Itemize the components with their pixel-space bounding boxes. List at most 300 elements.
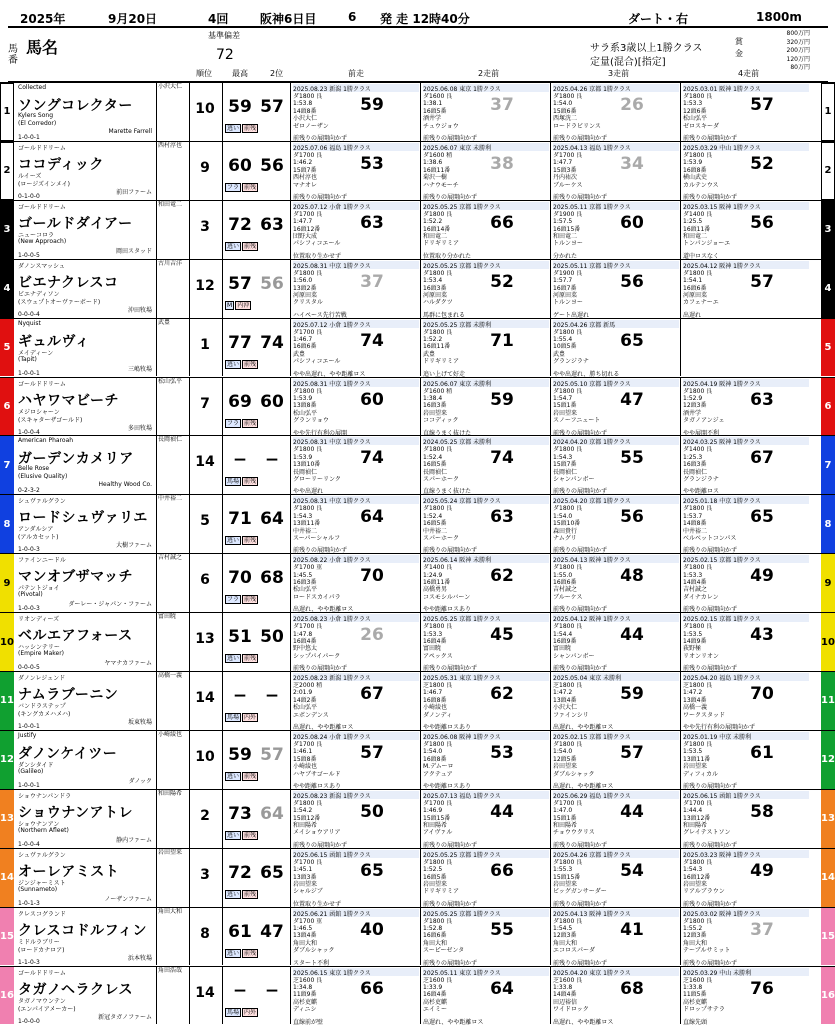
- career-record: 0-1-0-0: [18, 192, 40, 200]
- dam-name: Belle Rose: [18, 465, 50, 473]
- broodmare-sire: (スキャターザゴールド): [18, 416, 83, 424]
- jockey-name: 松山弘平: [156, 378, 190, 436]
- career-record: 1-0-0-4: [18, 428, 40, 436]
- past-run: [680, 672, 810, 730]
- past-run-detail: 芝2000 稍 2:01.9 14頭2番 松山弘平 エボンデンス: [293, 682, 329, 719]
- dam-name: ルイーズ: [18, 172, 42, 180]
- past-run-detail: ダ1800 良 1:54.3 13頭11番 中井裕二 スーパーシャルフ: [293, 505, 341, 542]
- dam-name: ニューコロラ: [18, 231, 55, 239]
- past-run-detail: ダ1800 良 1:54.0 15頭6番 西塚洸二 ロードラビリンス: [553, 93, 601, 130]
- style-tags: [225, 772, 258, 781]
- past-run-detail: ダ1800 良 1:54.1 16頭6番 河原田菜 カフェナーエ: [683, 269, 719, 307]
- past-run: [420, 260, 550, 318]
- past-run: [550, 849, 680, 907]
- past-run: [550, 201, 680, 259]
- past-run-header: 2025.08.23 小倉 1勝クラス: [293, 614, 419, 622]
- past-run-comment: 前残りの展開向かず: [553, 193, 608, 201]
- gate-number: 7: [0, 436, 14, 494]
- past-run-header: 2025.05.25 京都 未勝利: [423, 320, 549, 328]
- style-tag: 内外: [244, 714, 257, 721]
- dam-name: ビエナディソン: [18, 290, 60, 298]
- past-run-header: 2025.05.31 東京 1勝クラス: [423, 673, 549, 681]
- horse-info: [16, 319, 154, 377]
- past-run-detail: ダ1700 良 1:46.9 15頭15番 和田陽希 アイヴァル: [423, 799, 453, 837]
- rank-label: 順位: [196, 69, 212, 78]
- prize-list: [762, 30, 810, 73]
- breeder-name: ヤマナカファーム: [104, 660, 152, 668]
- past-run-comment: 前残りの展開向かず: [553, 547, 608, 555]
- style-tags: [225, 949, 258, 958]
- past-run: [290, 554, 420, 612]
- sire-name: Nyquist: [18, 319, 41, 327]
- horse-info: [16, 731, 154, 789]
- style-tag: 逃い: [227, 360, 240, 368]
- sire-name: American Pharoah: [18, 437, 74, 445]
- past-run-comment: スタート不利: [293, 959, 330, 967]
- past-run-score: 55: [620, 448, 644, 469]
- horse-name[interactable]: クレスコドルフィン: [18, 922, 147, 939]
- style-tag: 内外: [244, 1008, 257, 1016]
- style-tag: 前残: [244, 478, 257, 486]
- past-run-comment: 出遅れ、やや距離ロス: [293, 606, 354, 614]
- past-run: [290, 83, 420, 141]
- past-run-score: 61: [750, 742, 774, 763]
- dam-name: アンダルシア: [18, 526, 54, 534]
- horse-name[interactable]: ビエナクレスコ: [18, 274, 119, 291]
- breeder-name: Healthy Wood Co.: [98, 481, 152, 489]
- horse-info: [16, 495, 154, 553]
- past-run-detail: ダ1700 重 1:45.5 16頭3番 松山弘平 ロードスカイパラ: [293, 564, 341, 601]
- best-score: 69: [228, 391, 252, 412]
- style-tag: 逃い: [227, 655, 240, 663]
- past-run: [420, 790, 550, 848]
- sire-name: ファインニードル: [18, 557, 66, 565]
- past-run-header: 2025.08.22 小倉 1勝クラス: [293, 555, 419, 563]
- dam-name: ショウナンアン: [18, 820, 60, 828]
- past-run: [550, 967, 680, 1025]
- past-run-detail: ダ1400 良 1:24.9 16頭11番 高橋勇男 コスモシルバーン: [423, 564, 471, 601]
- past-run-score: 66: [490, 212, 514, 233]
- career-record: 1-0-0-3: [18, 605, 40, 613]
- past-run-comment: 前残りの展開向かず: [683, 135, 738, 142]
- rank-value: 2: [200, 807, 210, 824]
- horse-info: [16, 790, 154, 848]
- past-run-score: 49: [750, 860, 774, 881]
- past-run-detail: ダ1800 良 1:53.9 16頭8番 横山武史 カルテンウス: [683, 151, 719, 189]
- past-run-score: 62: [490, 566, 514, 587]
- horse-info: [16, 967, 154, 1025]
- past-run-header: 2025.04.12 阪神 1勝クラス: [683, 261, 809, 269]
- past-run-comment: 直線うまく抜けた: [423, 488, 472, 496]
- second-score: 56: [260, 273, 284, 294]
- horse-name[interactable]: ゴールドダイアー: [18, 215, 133, 232]
- second-score: 50: [260, 627, 284, 648]
- past-run-detail: 芝1600 良 1:33.8 14頭4番 田辺裕信 ワイドロック: [553, 976, 589, 1014]
- score-block: [222, 790, 288, 848]
- past-run-detail: ダ1700 良 1:47.7 15頭3番 丹内祐次 ブルーケス: [553, 151, 583, 189]
- past-run-comment: 前残りの展開向かず: [293, 841, 348, 849]
- past-run-detail: ダ1600 良 1:38.1 16頭5番 酒井学 チュウジョウ: [423, 93, 459, 130]
- rank-value: 5: [200, 513, 210, 530]
- gate-number: 10: [0, 613, 14, 671]
- horse-name[interactable]: ココディック: [18, 156, 104, 173]
- past-run: [290, 790, 420, 848]
- rank-value: 3: [200, 866, 210, 883]
- score-block: [222, 260, 288, 318]
- horse-name[interactable]: ソングコレクター: [18, 98, 133, 114]
- past-run: [290, 142, 420, 200]
- past-run-detail: ダ1700 重 1:46.5 13頭4番 角田大和 ダブルシャック: [293, 917, 335, 955]
- gate-number: 15: [0, 908, 14, 966]
- past-run-comment: やや先行有利の展開向かず: [683, 724, 756, 731]
- past-run-comment: 前残りの展開向かず: [553, 429, 608, 437]
- past-run-header: 2024.04.20 京都 1勝クラス: [553, 437, 679, 445]
- breeder-name: Marette Farrell: [108, 128, 152, 135]
- past-run-comment: 直線うまく抜けた: [423, 429, 472, 437]
- jockey-name: 角田大和: [156, 908, 190, 966]
- past-run-detail: ダ1700 良 1:47.0 15頭1番 和田陽希 チョウウクリス: [553, 799, 595, 837]
- gate-number-right: 4: [821, 260, 835, 318]
- horse-name[interactable]: ショウナンアトレ: [18, 804, 134, 821]
- past-run: [420, 672, 550, 730]
- race-year: 2025年: [20, 12, 66, 26]
- style-tag: 前残: [244, 360, 257, 368]
- past-run-score: 65: [620, 330, 644, 351]
- past-run-comment: 出遅れ、やや距離ロス: [553, 1018, 614, 1026]
- past-run-score: 57: [620, 742, 644, 763]
- style-tag: 前残: [244, 537, 257, 545]
- score-block: [222, 436, 288, 494]
- broodmare-sire: (Sunnameto): [18, 885, 58, 893]
- broodmare-sire: (アルカセット): [18, 534, 59, 542]
- rank-value: 14: [195, 984, 215, 1001]
- horse-name[interactable]: ベルエアフォース: [18, 628, 133, 645]
- past-run-header: 2025.03.29 中山 1勝クラス: [683, 143, 809, 151]
- style-tags: [225, 536, 258, 545]
- past-run-score: 64: [490, 978, 514, 999]
- horse-info: [16, 83, 154, 141]
- past-run-comment: やや出遅れ、やや距離ロス: [293, 370, 366, 378]
- past-run: [420, 436, 550, 494]
- second-score: 64: [260, 803, 284, 824]
- past-run-comment: 馬群に包まれる: [423, 311, 466, 319]
- race-distance: 1800m: [756, 10, 802, 24]
- past-run-header: 2025.07.12 小倉 1勝クラス: [293, 320, 419, 328]
- past-run-header: 2025.06.15 函館 1勝クラス: [293, 850, 419, 858]
- past-run-header: 2025.08.31 中京 1勝クラス: [293, 261, 419, 269]
- horse-row: [0, 494, 835, 553]
- past-run-header: 2025.03.02 阪神 1勝クラス: [683, 909, 809, 917]
- past-run: [420, 378, 550, 436]
- second-score: 47: [260, 921, 284, 942]
- best-score: −: [232, 980, 248, 1001]
- past-run-score: 57: [360, 742, 384, 763]
- style-tags: [225, 419, 258, 428]
- past-run-score: 74: [360, 448, 384, 469]
- past-run-comment: 位置取り分かれた: [423, 252, 472, 260]
- past-run-score: 44: [490, 801, 514, 822]
- past-run-score: 59: [620, 684, 644, 704]
- gate-number-right: 13: [821, 790, 835, 848]
- past-run-comment: 前残りの展開向かず: [683, 665, 738, 673]
- style-tag: 逃い: [227, 949, 240, 957]
- score-block: [222, 967, 288, 1025]
- past-run-header: 2025.04.13 阪神 1勝クラス: [553, 555, 679, 563]
- past-run-score: 67: [750, 448, 774, 469]
- horse-row: [0, 141, 835, 200]
- past-run-detail: ダ1700 良 1:46.1 15頭8番 小崎綾也 ハヤブサゴールド: [293, 740, 341, 778]
- past-run: [550, 83, 680, 141]
- past-run: [550, 672, 680, 730]
- past-run-header: 2025.04.26 京都 新馬: [553, 320, 679, 328]
- past-run-header: 2025.04.13 福島 1勝クラス: [553, 143, 679, 151]
- race-weight-rule: 定量(混合)[指定]: [590, 57, 666, 68]
- rank-value: 12: [195, 277, 215, 294]
- past-run-score: 40: [360, 919, 384, 940]
- jockey-name: 岩田望来: [156, 849, 190, 907]
- past-run-score: 74: [360, 330, 384, 351]
- past-run: [290, 849, 420, 907]
- style-tags: [225, 183, 258, 192]
- past-run: [290, 495, 420, 553]
- past-run-detail: ダ1800 良 1:52.4 16頭5番 中井裕二 スパーホーク: [423, 505, 460, 542]
- past-run-score: 58: [750, 801, 774, 822]
- past-run: [420, 142, 550, 200]
- best-score: 59: [228, 744, 252, 765]
- horse-row: [0, 377, 835, 436]
- best-score: 73: [228, 803, 252, 824]
- jockey-name: 小沢大仁: [156, 83, 190, 141]
- past-run: [550, 436, 680, 494]
- past-run-score: 37: [360, 271, 384, 292]
- broodmare-sire: (El Corredor): [18, 120, 57, 127]
- past-run-detail: 芝1800 良 1:47.2 13頭4番 小沢大仁 ファインシリ: [553, 682, 589, 719]
- prize-5: 80万円: [790, 64, 810, 72]
- past-run-comment: 前残りの展開向かず: [423, 665, 478, 673]
- style-tags: [225, 1008, 258, 1017]
- past-run-detail: ダ1800 良 1:54.5 12頭3番 角田大和 エコロスパーダ: [553, 917, 596, 955]
- past-run-detail: ダ1700 良 1:44.4 13頭12番 和田陽希 グレイテストソン: [683, 799, 731, 837]
- past-run: [290, 260, 420, 318]
- past-run-header: 2024.03.25 阪神 1勝クラス: [683, 437, 809, 445]
- gate-number-right: 12: [821, 731, 835, 789]
- style-tag: 前残: [244, 890, 257, 898]
- past-run-score: 60: [360, 389, 384, 410]
- broodmare-sire: (ロードカナロア): [18, 946, 65, 954]
- best-score: 59: [228, 97, 252, 117]
- horse-name[interactable]: ナムラブーニン: [18, 687, 119, 703]
- sire-name: ショウナンパンドラ: [18, 792, 72, 800]
- career-record: 1-1-0-3: [18, 958, 40, 966]
- second-score: 56: [260, 155, 284, 176]
- past-run-detail: ダ1800 良 1:52.4 16頭5番 長岡禎仁 スパーホーク: [423, 446, 460, 484]
- gate-number-right: 7: [821, 436, 835, 494]
- style-tag: 馬場: [227, 1008, 240, 1016]
- career-record: 0-2-3-2: [18, 487, 40, 495]
- horse-info: [16, 142, 154, 200]
- past-run-header: 2025.06.08 東京 1勝クラス: [423, 84, 549, 92]
- prize-1: 800万円: [786, 30, 810, 37]
- past-run-header: 2025.08.31 中京 1勝クラス: [293, 437, 419, 445]
- career-record: 1-0-0-1: [18, 134, 40, 141]
- style-tag: 逃い: [227, 890, 240, 898]
- past-run-header: 2025.08.31 中京 1勝クラス: [293, 496, 419, 504]
- race-class: サラ系3歳以上1勝クラス: [590, 43, 703, 54]
- horse-name[interactable]: タガノヘラクレス: [18, 981, 134, 998]
- career-record: 1-0-0-1: [18, 369, 40, 377]
- gate-number: 14: [0, 849, 14, 907]
- style-tag: 逃い: [227, 831, 240, 839]
- style-tag: 前残: [244, 242, 257, 250]
- past-run-comment: 前残りの展開向かず: [423, 841, 478, 849]
- race-date: 9月20日: [108, 12, 158, 26]
- horse-name[interactable]: ダノンケイツー: [18, 745, 118, 762]
- horse-name[interactable]: ギュルヴィ: [18, 333, 90, 350]
- gate-number-right: 11: [821, 672, 835, 730]
- score-block: [222, 554, 288, 612]
- jockey-name: 武豊: [156, 319, 190, 377]
- style-tag: M: [227, 301, 233, 309]
- past-run-comment: 前残りの展開向かず: [553, 959, 608, 967]
- past-run-score: 50: [360, 801, 384, 822]
- horse-name[interactable]: オーレアミスト: [18, 863, 120, 880]
- horse-name[interactable]: ガーデンカメリア: [18, 451, 134, 468]
- second-score: 57: [260, 744, 284, 765]
- past-run-score: 65: [750, 507, 774, 528]
- sire-name: リオンディーズ: [18, 616, 60, 624]
- best-score: 51: [228, 627, 252, 648]
- past-run-score: 41: [620, 919, 644, 940]
- horse-row: [0, 789, 835, 848]
- style-tag: 逃い: [227, 125, 240, 132]
- broodmare-sire: (Empire Maker): [18, 650, 64, 658]
- gate-number: 6: [0, 378, 14, 436]
- rank-value: 8: [200, 925, 210, 942]
- breeder-name: 新冠タガノファーム: [98, 1013, 152, 1021]
- second-score: 65: [260, 862, 284, 883]
- broodmare-sire: (Elusive Quality): [18, 473, 68, 481]
- past-run-header: 2025.03.29 中山 未勝利: [683, 968, 809, 976]
- past-run-header: 2025.06.15 函館 1勝クラス: [683, 791, 809, 799]
- past-run-detail: ダ1700 良 1:45.1 13頭3番 岩田望来 シャルジブ: [293, 858, 323, 896]
- past-run-header: 2025.03.15 阪神 1勝クラス: [683, 202, 809, 210]
- race-venue: 阪神6日目: [260, 12, 317, 26]
- style-tag: 前残: [244, 125, 257, 132]
- career-record: 1-0-0-4: [18, 840, 40, 848]
- past-run: [550, 142, 680, 200]
- past-run: [420, 908, 550, 966]
- past-run-score: 53: [360, 153, 384, 174]
- past-run-comment: 前残りの展開向かず: [553, 135, 608, 142]
- race-course: ダート・右: [628, 12, 689, 26]
- past-run: [680, 495, 810, 553]
- past-run-comment: 前残りの展開向かず: [553, 900, 608, 908]
- sire-name: Collected: [18, 84, 47, 91]
- past-run-score: 70: [750, 684, 774, 704]
- jockey-name: 吉村誠之: [156, 554, 190, 612]
- past-run-header: 2025.04.20 京都 1勝クラス: [553, 496, 679, 504]
- past-run: [680, 201, 810, 259]
- dam-name: メジロシャーン: [18, 408, 60, 416]
- gate-number-right: 2: [821, 142, 835, 200]
- past-run-detail: ダ1800 良 1:52.9 12頭3番 酒井学 タガノアンジェ: [683, 387, 725, 425]
- horse-name-label: 馬名: [26, 38, 59, 57]
- past-run-score: 48: [620, 566, 644, 587]
- past-run-score: 56: [620, 271, 644, 292]
- score-block: [222, 495, 288, 553]
- breeder-name: 大樹ファーム: [116, 542, 152, 550]
- style-tags: [225, 360, 258, 369]
- sire-name: Justify: [18, 731, 37, 739]
- horse-name[interactable]: ロードシュヴァリエ: [18, 510, 148, 527]
- past-run: [290, 908, 420, 966]
- score-block: [222, 201, 288, 259]
- past-run-detail: ダ1800 良 1:53.5 13頭11番 岩田望来 ディフィカル: [683, 740, 719, 778]
- past-run-score: 76: [750, 978, 774, 999]
- past-run-header: 2025.06.21 函館 1勝クラス: [293, 909, 419, 917]
- best-score: −: [232, 450, 248, 471]
- jockey-name: 角田浩哉: [156, 967, 190, 1025]
- horse-row: [0, 730, 835, 789]
- past-run-detail: ダ1800 良 1:54.0 16頭8番 M.デムーロ アクテュア: [423, 740, 454, 778]
- past-run-comment: 出遅れ、やや距離ロス: [553, 782, 614, 790]
- past-run-header: 2025.04.19 阪神 1勝クラス: [683, 379, 809, 387]
- past-run: [290, 436, 420, 494]
- base-score-label: 基準偏差: [208, 31, 240, 40]
- score-block: [222, 908, 288, 966]
- horse-info: [16, 613, 154, 671]
- horse-name[interactable]: マンオブザマッチ: [18, 569, 134, 586]
- past-run: [680, 849, 810, 907]
- gate-number-right: 16: [821, 967, 835, 1025]
- past-run-header: 2025.05.04 東京 未勝利: [553, 673, 679, 681]
- style-tag: 逃い: [227, 772, 240, 780]
- past-run-score: 62: [490, 684, 514, 704]
- past-run-comment: 前残りの展開向かず: [683, 900, 738, 908]
- horse-info: [16, 260, 154, 318]
- past-run-detail: ダ1700 良 1:46.7 16頭6番 武豊 パシフィコエール: [293, 328, 341, 366]
- horse-row: [0, 553, 835, 612]
- past-run-detail: ダ1600 稍 1:38.6 16頭11番 菊沢一樹 ハナウモーチ: [423, 151, 459, 189]
- horse-info: [16, 849, 154, 907]
- gate-number: 5: [0, 319, 14, 377]
- score-block: [222, 672, 288, 730]
- career-record: 1-0-0-0: [18, 1017, 40, 1025]
- past-run-detail: ダ1400 良 1:25.3 16頭3番 長岡禎仁 グランジラナ: [683, 446, 719, 484]
- past-run-comment: 出遅れ、やや距離ロス: [293, 724, 354, 731]
- past-run-header: 2025.05.25 京都 1勝クラス: [423, 850, 549, 858]
- past-run-detail: ダ1800 良 1:53.3 16頭4番 富田暁 アペックス: [423, 623, 453, 660]
- gate-number-right: 3: [821, 201, 835, 259]
- past-run-detail: ダ1800 良 1:53.9 13頭10番 長岡禎仁 グローリーリンク: [293, 446, 341, 484]
- past-run-header: 2025.03.01 阪神 1勝クラス: [683, 84, 809, 92]
- past-run-score: 44: [620, 625, 644, 646]
- past-run: [290, 672, 420, 730]
- past-run-detail: ダ1800 良 1:56.0 13頭2番 河原田菜 クリスタル: [293, 269, 323, 307]
- gate-number-right: 1: [821, 83, 835, 141]
- horse-row: [0, 200, 835, 259]
- jockey-name: 富田暁: [156, 613, 190, 671]
- broodmare-sire: (キングカメハメハ): [18, 711, 71, 718]
- past-run-comment: 前残りの展開向かず: [423, 900, 478, 908]
- past-run-score: 47: [620, 389, 644, 410]
- prev2-label: 2走前: [478, 69, 500, 78]
- past-run: [680, 967, 810, 1025]
- horse-name[interactable]: ハヤワマビーチ: [18, 392, 119, 409]
- past-run: [550, 554, 680, 612]
- past-run-detail: ダ1800 良 1:55.0 16頭6番 吉村誠之 ブルーケス: [553, 564, 583, 601]
- past-run-detail: ダ1800 良 1:53.3 14頭4番 吉村誠之 ダイナカレン: [683, 564, 719, 601]
